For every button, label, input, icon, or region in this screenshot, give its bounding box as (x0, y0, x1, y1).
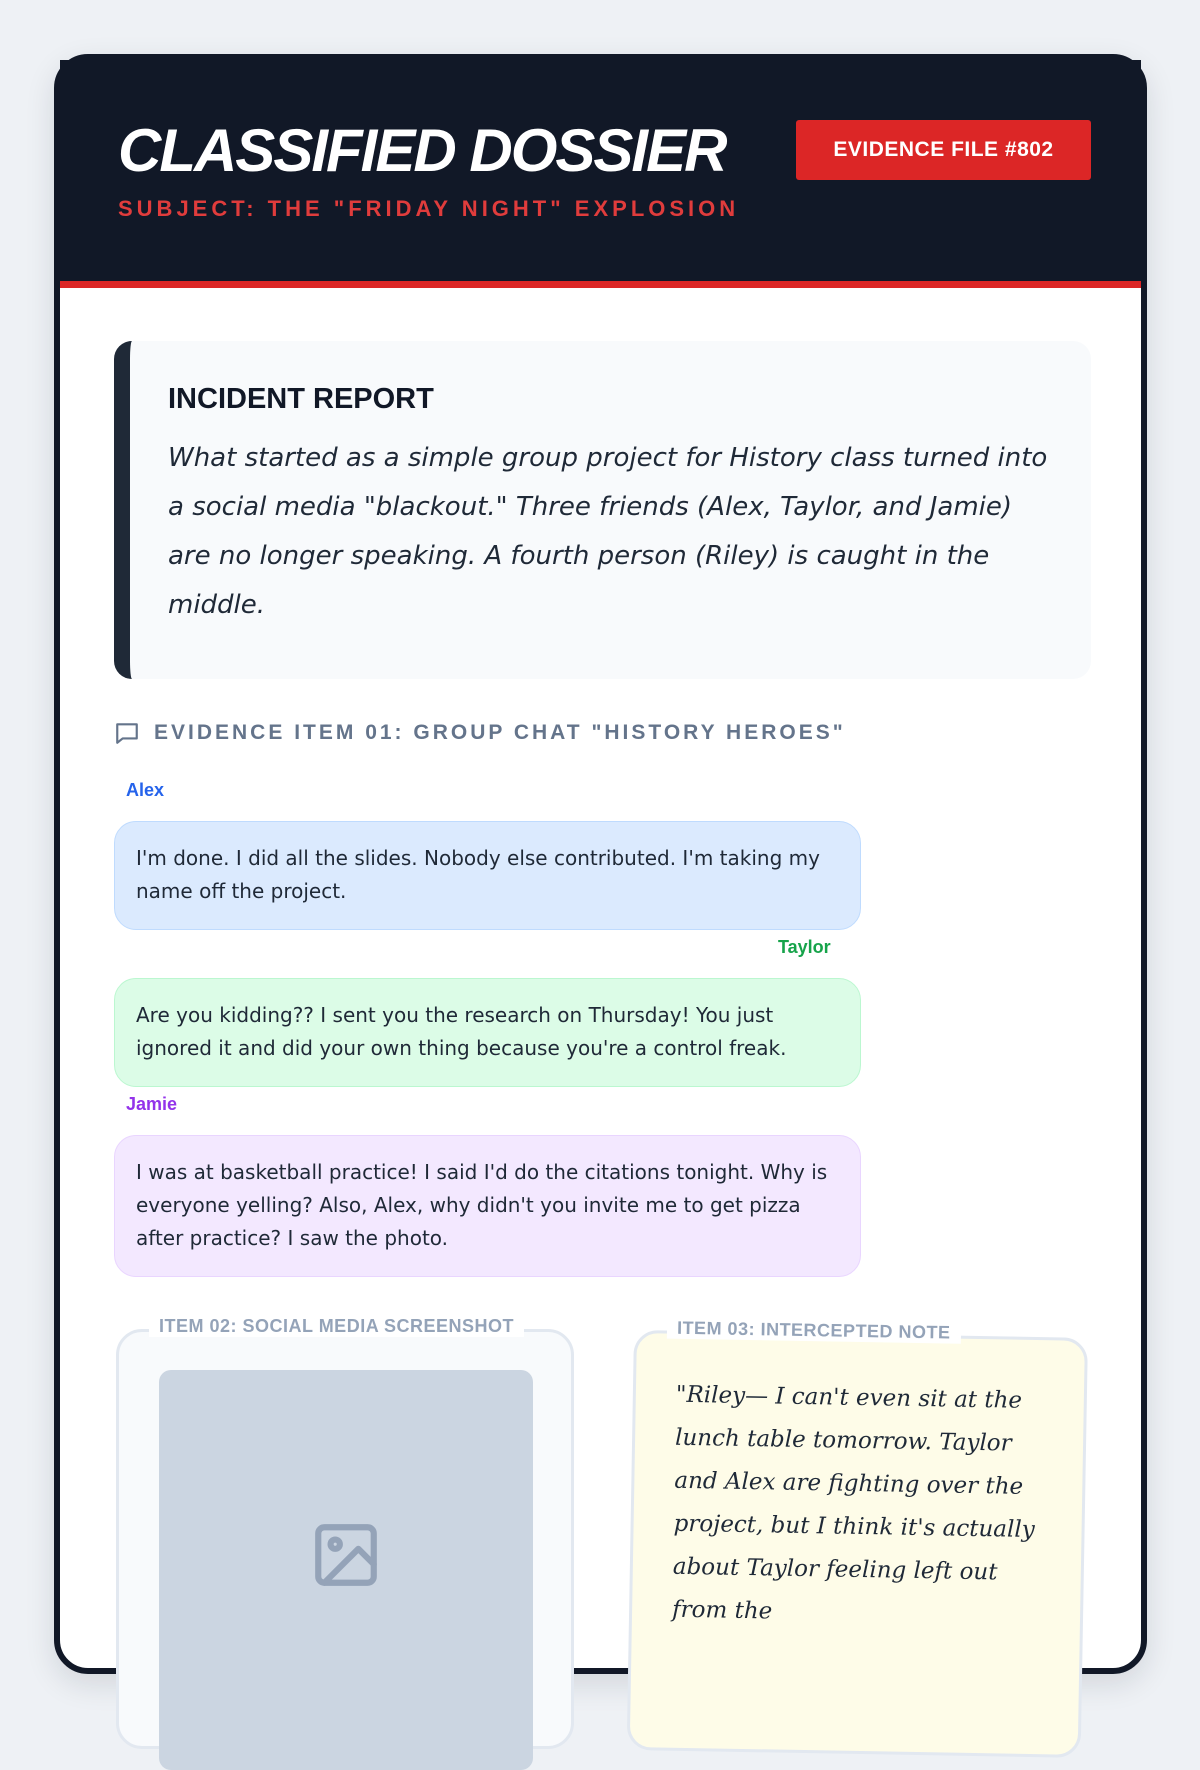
subject-line: SUBJECT: THE "FRIDAY NIGHT" EXPLOSION (118, 196, 740, 221)
chat-section-label: EVIDENCE ITEM 01: GROUP CHAT "HISTORY HEROES" (154, 721, 846, 744)
sender-name-alex: Alex (126, 780, 165, 800)
item03-label: ITEM 03: INTERCEPTED NOTE (667, 1318, 961, 1344)
item02-label: ITEM 02: SOCIAL MEDIA SCREENSHOT (149, 1316, 524, 1337)
image-icon (309, 1518, 383, 1592)
page-title: CLASSIFIED DOSSIER (118, 117, 726, 184)
chat-message-jamie: I was at basketball practice! I said I'd do the citations tonight. Why is everyone yelling? Also, Alex, why didn't you invite me to get pizza after practice? I saw the photo. (114, 1135, 861, 1277)
sender-name-jamie: Jamie (126, 1094, 178, 1114)
dossier-header (60, 60, 1141, 288)
evidence-file-badge: EVIDENCE FILE #802 (796, 120, 1091, 180)
incident-title: INCIDENT REPORT (168, 383, 434, 415)
chat-bubble-icon (114, 720, 140, 746)
chat-section-heading (114, 720, 846, 746)
chat-message-taylor: Are you kidding?? I sent you the research on Thursday! You just ignored it and did your own thing because you're a control freak. (114, 978, 861, 1087)
sender-name-taylor: Taylor (778, 937, 831, 957)
evidence-item-note (627, 1317, 1088, 1758)
chat-message-alex: I'm done. I did all the slides. Nobody else contributed. I'm taking my name off the project. (114, 821, 861, 930)
dossier-card (54, 54, 1147, 1674)
intercepted-note-text: "Riley— I can't even sit at the lunch table tomorrow. Taylor and Alex are fighting over the project, but I think it's actually about Taylor feeling left out from the (671, 1381, 1035, 1625)
evidence-item-screenshot (116, 1316, 574, 1749)
incident-body: What started as a simple group project for History class turned into a social media "blackout." Three friends (Alex, Taylor, and Jamie) are no longer speaking. A fourth person (Riley) is caught in the middle. (168, 443, 1048, 620)
incident-report (114, 341, 1091, 679)
screenshot-placeholder (159, 1370, 533, 1770)
